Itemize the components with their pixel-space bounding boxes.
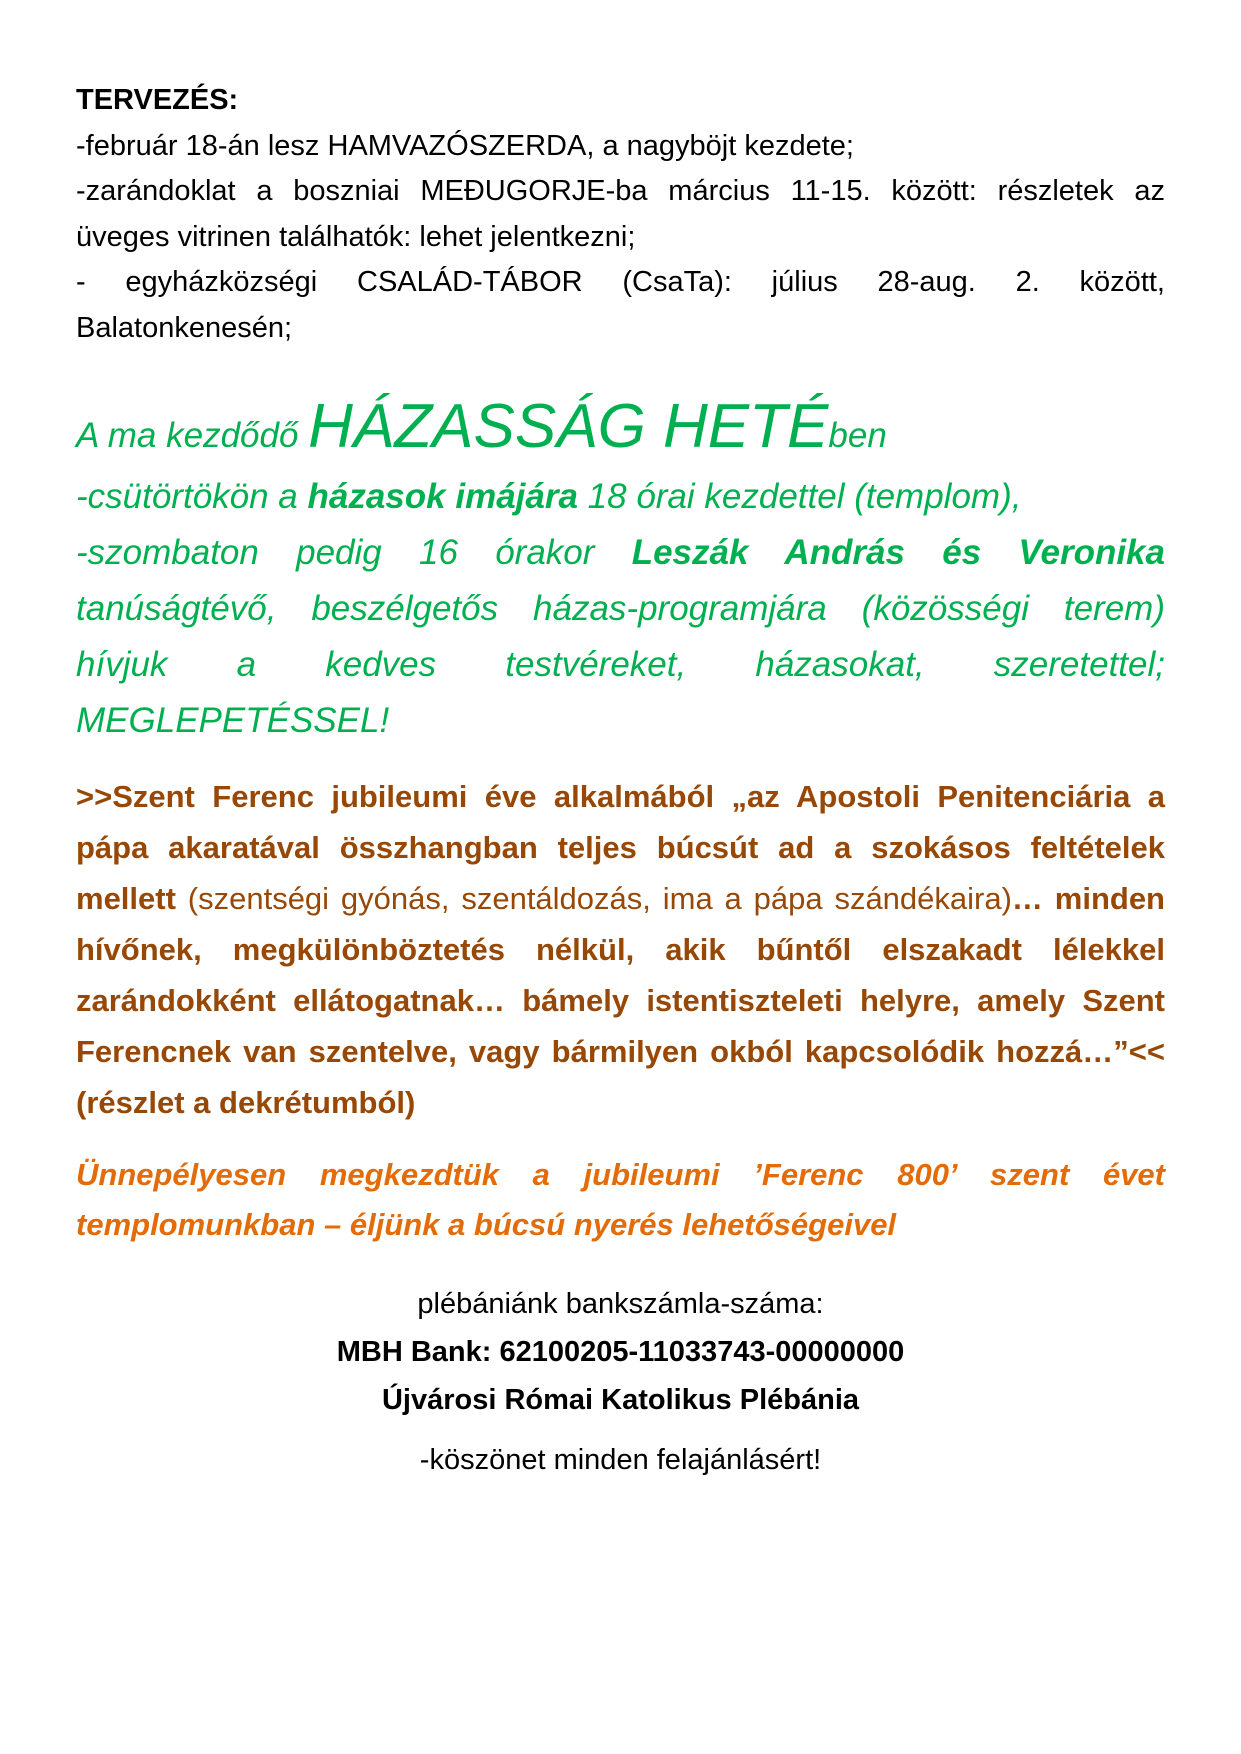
decree-conditions: (szentségi gyónás, szentáldozás, ima a pápa szándékaira)	[175, 881, 1012, 916]
thursday-prayer	[76, 469, 1165, 525]
jubilee-note-section	[76, 1150, 1165, 1250]
thursday-text-end: 18 órai kezdettel (templom),	[577, 477, 1022, 516]
account-holder: Újvárosi Római Katolikus Plébánia	[381, 1384, 860, 1416]
planning-item: - egyházközségi CSALÁD-TÁBOR (CsaTa): július 28-aug. 2. között, Balatonkenesén;	[76, 266, 1165, 344]
marriage-week-suffix: ben	[828, 416, 887, 455]
jubilee-decree-text	[76, 771, 1165, 1128]
bank-label: plébániánk bankszámla-száma:	[417, 1288, 824, 1320]
planning-item: -zarándoklat a boszniai MEĐUGORJE-ba március 11-15. között: részletek az üveges vitrinen találhatók: lehet jelentkezni;	[76, 175, 1165, 253]
saturday-text-end: tanúságtévő, beszélgetős házas-programjára (közösségi terem) hívjuk a kedves testvéreket, házasokat, szeretettel; MEGLEPETÉSSEL!	[76, 589, 1165, 740]
marriage-week-intro: A ma kezdődő	[76, 416, 309, 455]
bank-account: MBH Bank: 62100205-11033743-00000000	[336, 1336, 905, 1368]
saturday-text: -szombaton pedig 16 órakor	[76, 533, 632, 572]
saturday-speakers: Leszák András és Veronika	[631, 533, 1165, 572]
planning-item: -február 18-án lesz HAMVAZÓSZERDA, a nagyböjt kezdete;	[76, 129, 854, 162]
decree-part-1: >>Szent Ferenc jubileumi éve alkalmából „az Apostoli Penitenciária a pápa akaratával összhangban teljes búcsút ad a szokásos feltételek mellett	[76, 779, 1165, 916]
bulletin-page	[76, 78, 1165, 1484]
marriage-week-highlight: HÁZASSÁG HETÉ	[308, 392, 829, 461]
thursday-text: -csütörtökön a	[76, 477, 308, 516]
planning-title: TERVEZÉS:	[76, 84, 239, 116]
jubilee-note: Ünnepélyesen megkezdtük a jubileumi ’Ferenc 800’ szent évet templomunkban – éljünk a búcsú nyerés lehetőségeivel	[76, 1157, 1165, 1242]
thanks-line: -köszönet minden felajánlásért!	[419, 1444, 822, 1476]
planning-section	[76, 78, 1165, 351]
marriage-week-section	[76, 392, 1165, 749]
bank-section	[76, 1280, 1165, 1484]
jubilee-decree-section	[76, 771, 1165, 1128]
saturday-program	[76, 525, 1165, 749]
decree-part-3: … minden hívőnek, megkülönböztetés nélkül, akik bűntől elszakadt lélekkel zarándokként ellátogatnak… bámely istentiszteleti helyre, amely Szent Ferencnek van szentelve, vagy bármilyen okból kapcsolódik hozzá…”<< (részlet a dekrétumból)	[76, 881, 1165, 1120]
marriage-week-heading	[76, 392, 1165, 469]
thursday-bold: házasok imájára	[307, 477, 578, 516]
